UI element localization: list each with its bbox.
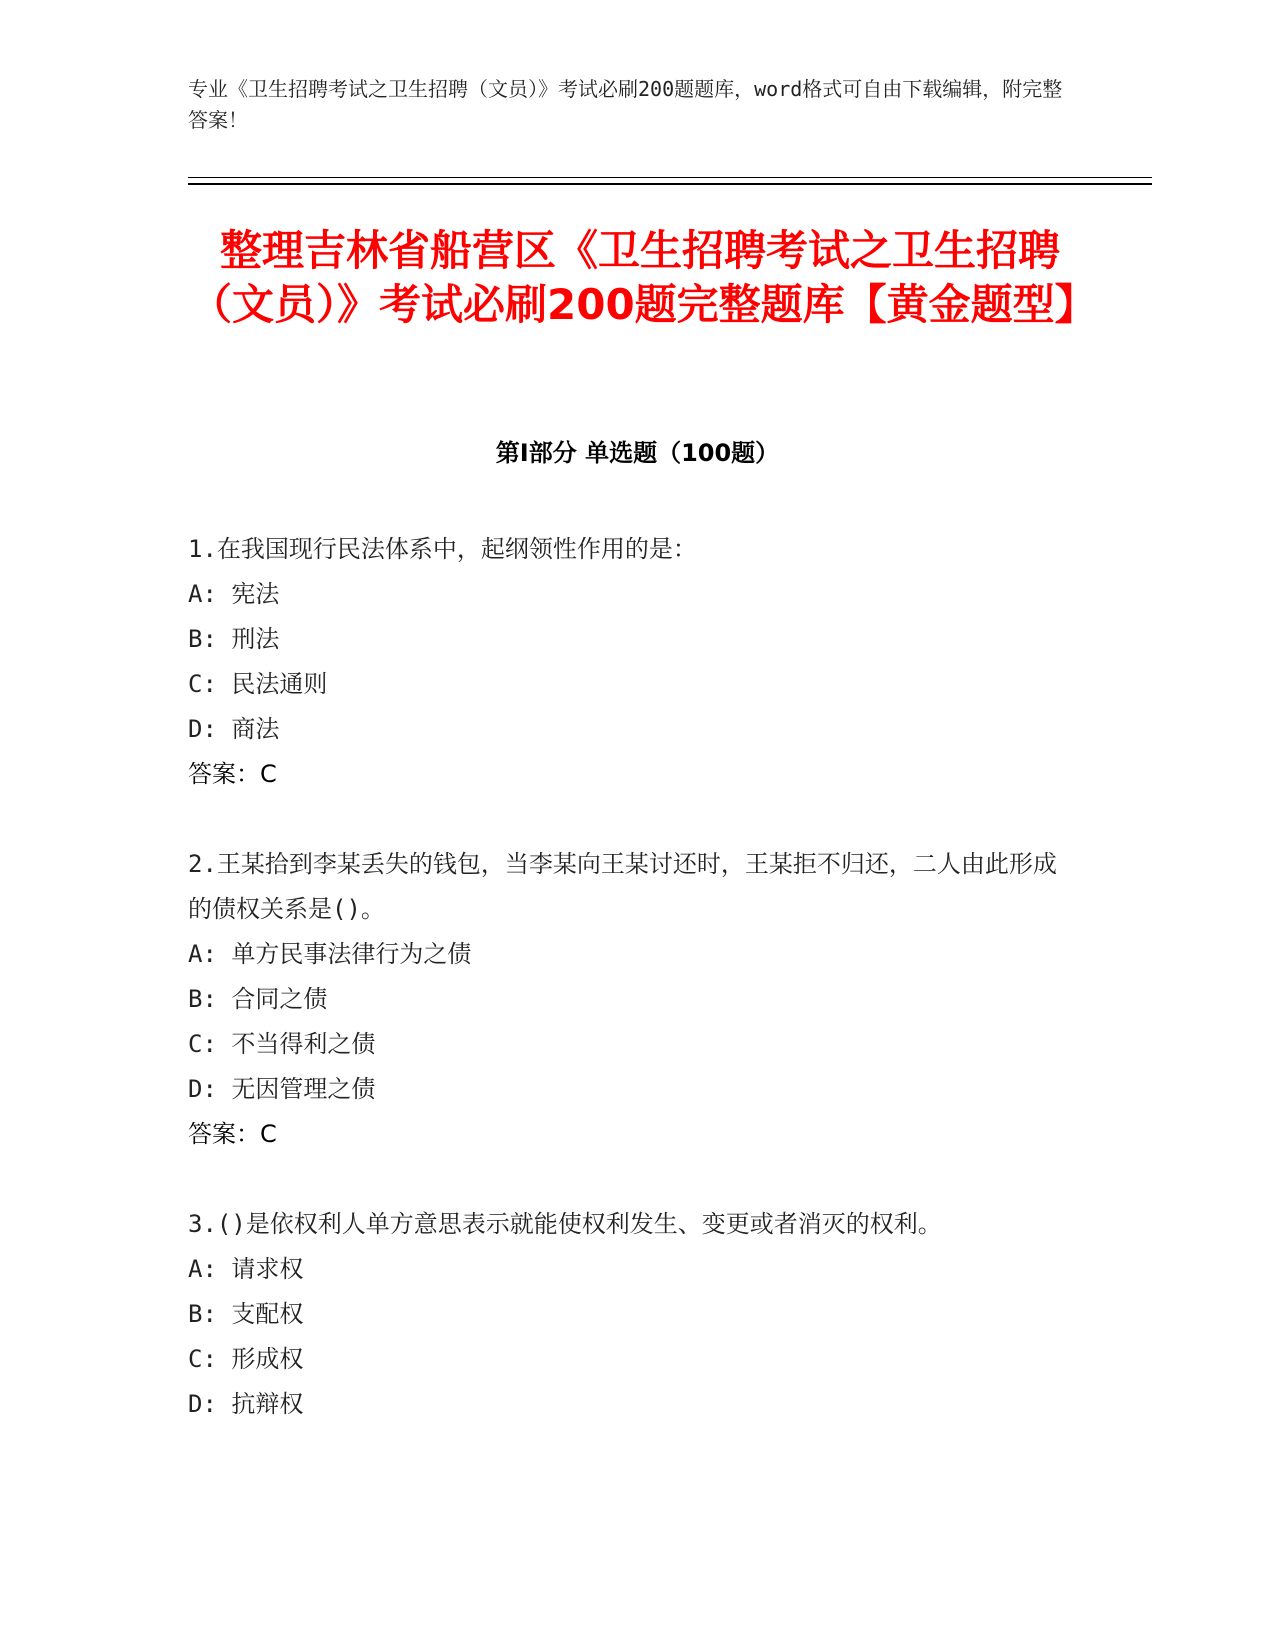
option-b: B: 刑法 — [188, 625, 280, 653]
question-text: 3.()是依权利人单方意思表示就能使权利发生、变更或者消灭的权利。 — [188, 1210, 942, 1238]
option-c: C: 民法通则 — [188, 670, 328, 698]
answer: 答案：C — [188, 1120, 277, 1148]
question-text: 1.在我国现行民法体系中，起纲领性作用的是： — [188, 535, 697, 563]
option-a: A: 请求权 — [188, 1255, 304, 1283]
option-c: C: 不当得利之债 — [188, 1030, 376, 1058]
answer: 答案：C — [188, 760, 277, 788]
header-divider-thick — [188, 183, 1152, 185]
option-d: D: 无因管理之债 — [188, 1075, 376, 1103]
question-1 — [188, 527, 1068, 797]
header-note: 专业《卫生招聘考试之卫生招聘（文员）》考试必刷200题题库，word格式可自由下载编辑，附完整答案！ — [188, 77, 1063, 132]
question-text: 2.王某拾到李某丢失的钱包，当李某向王某讨还时，王某拒不归还，二人由此形成的债权关系是()。 — [188, 850, 1057, 923]
question-list — [188, 527, 1068, 1472]
option-b: B: 支配权 — [188, 1300, 304, 1328]
option-b: B: 合同之债 — [188, 985, 328, 1013]
option-c: C: 形成权 — [188, 1345, 304, 1373]
option-d: D: 抗辩权 — [188, 1390, 304, 1418]
header-divider-thin — [188, 177, 1152, 178]
option-a: A: 宪法 — [188, 580, 280, 608]
option-a: A: 单方民事法律行为之债 — [188, 940, 472, 968]
question-2 — [188, 842, 1068, 1157]
option-d: D: 商法 — [188, 715, 280, 743]
document-title: 整理吉林省船营区《卫生招聘考试之卫生招聘（文员）》考试必刷200题完整题库【黄金题型】 — [190, 226, 1097, 329]
question-3 — [188, 1202, 1068, 1427]
section-heading: 第I部分 单选题（100题） — [495, 439, 780, 467]
